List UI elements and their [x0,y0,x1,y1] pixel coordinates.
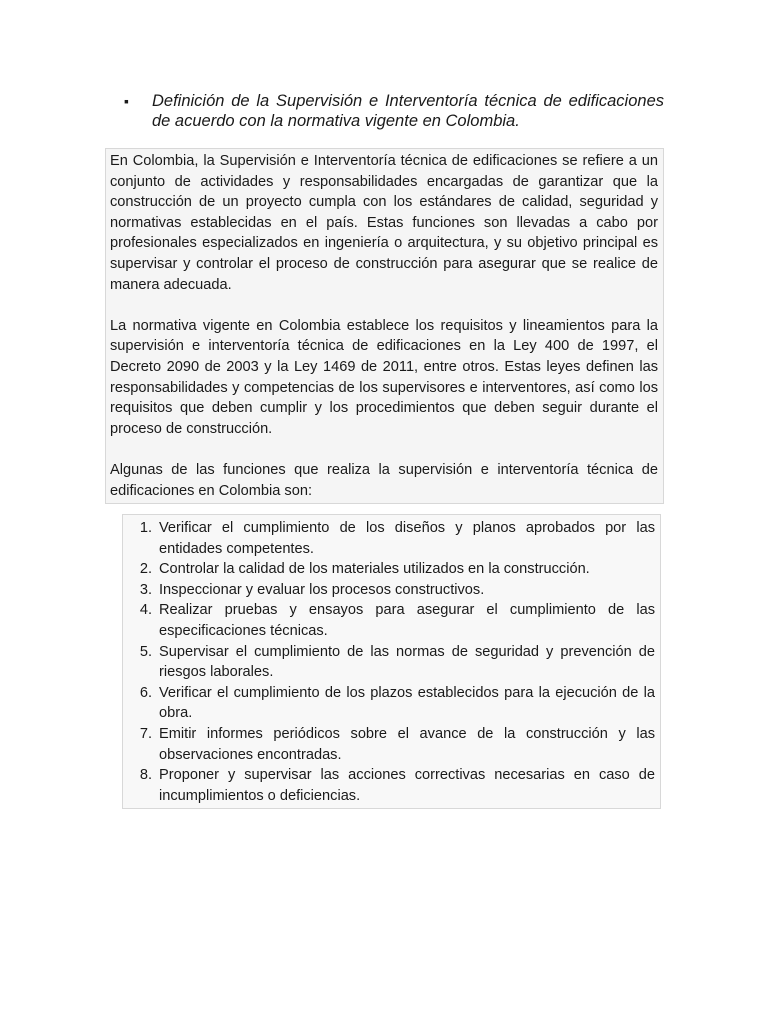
heading-text: Definición de la Supervisión e Interventoría técnica de edificaciones de acuerdo con la normativa vigente en Colombia. [152,92,664,130]
list-item [123,724,655,765]
list-item [123,765,655,806]
list-item [123,559,655,580]
list-item-text: Inspeccionar y evaluar los procesos constructivos. [159,581,485,598]
list-item-number: 5. [139,643,152,660]
list-item-text: Verificar el cumplimiento de los plazos establecidos para la ejecución de la obra. [159,684,655,722]
list-item-text: Proponer y supervisar las acciones correctivas necesarias en caso de incumplimientos o deficiencias. [159,767,655,804]
list-item-text: Verificar el cumplimiento de los diseños y planos aprobados por las entidades competentes. [159,520,655,557]
section-heading [124,91,664,131]
functions-list [123,518,655,806]
list-item [123,683,655,724]
list-item-number: 8. [139,767,152,784]
intro-panel [105,148,664,504]
list-item [123,600,655,641]
list-item-text: Emitir informes periódicos sobre el avance de la construcción y las observaciones encontradas. [159,725,655,763]
list-item-number: 3. [139,581,152,598]
square-bullet-icon: ▪ [124,93,129,109]
list-item-text: Controlar la calidad de los materiales utilizados en la construcción. [159,561,590,578]
list-item-number: 6. [139,684,152,701]
list-item [123,642,655,683]
list-item-text: Realizar pruebas y ensayos para asegurar el cumplimiento de las especificaciones técnicas. [159,602,655,639]
list-item [123,518,655,559]
list-item [123,580,655,601]
list-item-number: 4. [139,602,152,619]
normativa-paragraph: La normativa vigente en Colombia establece los requisitos y lineamientos para la supervisión e interventoría técnica de edificaciones en la Ley 400 de 1997, el Decreto 2090 de 2003 y la Ley 1469 de 2011, entre otros. Estas leyes definen las responsabilidades y competencias de los supervisores e interventores, así como los requisitos que deben cumplir y los procedimientos que deben seguir durante el proceso de construcción. [110,317,658,437]
functions-lead-paragraph: Algunas de las funciones que realiza la supervisión e interventoría técnica de edificaciones en Colombia son: [110,461,658,499]
intro-paragraph: En Colombia, la Supervisión e Interventoría técnica de edificaciones se refiere a un conjunto de actividades y responsabilidades encargadas de garantizar que la construcción de un proyecto cumpla con los estándares de calidad, seguridad y normativas establecidas en el país. Estas funciones son llevadas a cabo por profesionales especializados en ingeniería o arquitectura, y su objetivo principal es supervisar y controlar el proceso de construcción para asegurar que se realice de manera adecuada. [110,153,658,293]
list-item-number: 2. [139,561,152,578]
functions-list-box [122,514,661,809]
list-item-number: 1. [139,520,152,536]
list-item-text: Supervisar el cumplimiento de las normas de seguridad y prevención de riesgos laborales. [159,643,655,681]
list-item-number: 7. [139,725,152,742]
